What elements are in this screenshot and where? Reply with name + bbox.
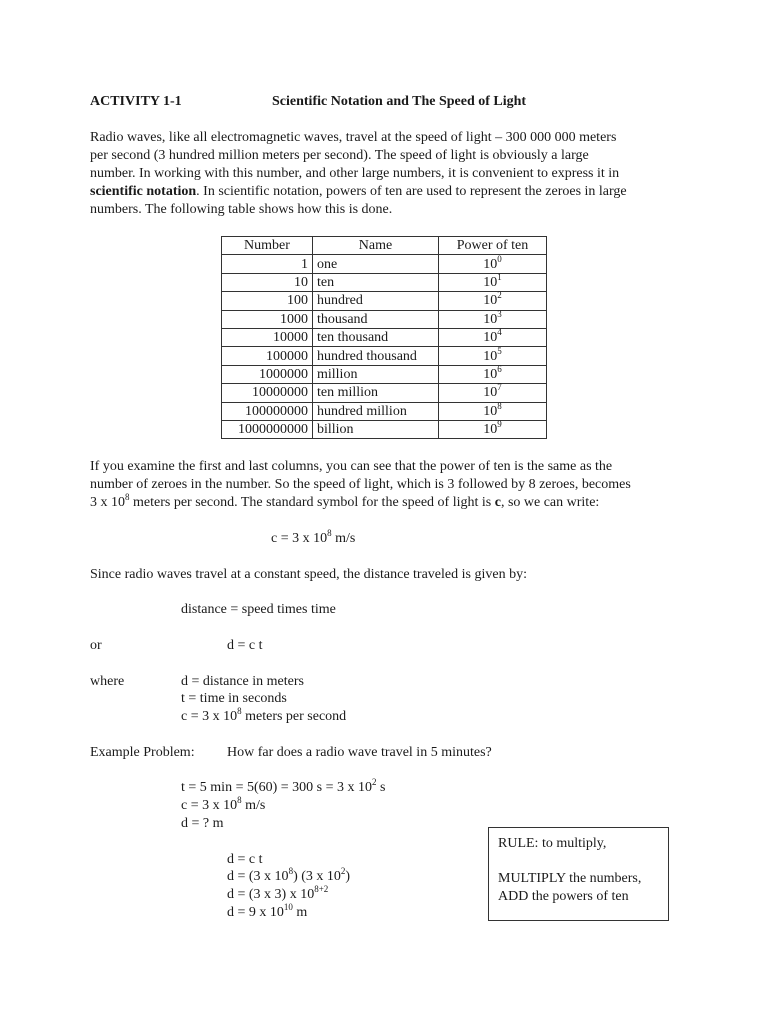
explanation-line: [90, 494, 631, 512]
text-fragment: meters per second. The standard symbol for the speed of light is: [129, 495, 495, 510]
given-t: [181, 779, 385, 797]
text-fragment: c = 3 x 10: [181, 709, 238, 724]
power-base: 10: [483, 256, 498, 272]
exponent: 8: [125, 492, 130, 502]
table-row: [222, 402, 547, 420]
power-base: 10: [483, 348, 498, 364]
text-fragment: , so we can write:: [500, 495, 600, 510]
cell-power: [439, 310, 547, 328]
explanation-line: number of zeroes in the number. So the speed of light, which is 3 followed by 8 zeroes, becomes: [90, 477, 631, 492]
power-base: 10: [483, 311, 498, 327]
exponent: 2: [372, 777, 377, 787]
explanation-paragraph: [90, 458, 631, 512]
text-fragment: 3 x 10: [90, 495, 125, 510]
where-d: d = distance in meters: [181, 674, 304, 689]
table-row: [222, 255, 547, 273]
exponent: 9: [497, 419, 502, 430]
distance-equation: distance = speed times time: [181, 602, 336, 617]
cell-name: thousand: [313, 310, 439, 328]
exponent: 10: [283, 902, 293, 912]
cell-power: [439, 273, 547, 291]
exponent: 2: [497, 290, 502, 301]
table-row: [222, 292, 547, 310]
exponent: 8: [327, 528, 332, 538]
power-base: 10: [483, 274, 498, 290]
solution-step-3: [227, 886, 328, 904]
power-base: 10: [483, 403, 498, 419]
cell-name: one: [313, 255, 439, 273]
intro-line: Radio waves, like all electromagnetic waves, travel at the speed of light – 300 000 000 meters: [90, 130, 617, 145]
rule-line: ADD the powers of ten: [498, 889, 629, 904]
cell-number: 1000: [222, 310, 313, 328]
text-fragment: m/s: [241, 798, 266, 813]
cell-name: hundred million: [313, 402, 439, 420]
table-row: [222, 365, 547, 383]
cell-power: [439, 365, 547, 383]
intro-line: numbers. The following table shows how this is done.: [90, 202, 393, 217]
cell-number: 10: [222, 273, 313, 291]
or-label: or: [90, 638, 102, 653]
power-base: 10: [483, 422, 498, 438]
column-header-power: Power of ten: [439, 237, 547, 255]
cell-name: ten: [313, 273, 439, 291]
table-row: [222, 328, 547, 346]
example-label: Example Problem:: [90, 745, 195, 760]
cell-number: 10000000: [222, 384, 313, 402]
power-base: 10: [483, 385, 498, 401]
exponent: 8: [237, 795, 242, 805]
rule-spacer: [498, 853, 659, 870]
intro-bold-term: scientific notation: [90, 184, 197, 199]
since-line: Since radio waves travel at a constant speed, the distance traveled is given by:: [90, 567, 527, 582]
speed-of-light-equation: [271, 530, 355, 548]
cell-name: ten million: [313, 384, 439, 402]
text-fragment: s: [376, 780, 386, 795]
cell-number: 100000: [222, 347, 313, 365]
cell-number: 100: [222, 292, 313, 310]
cell-name: million: [313, 365, 439, 383]
cell-number: 1000000: [222, 365, 313, 383]
cell-power: [439, 384, 547, 402]
intro-line: per second (3 hundred million meters per second). The speed of light is obviously a large: [90, 148, 589, 163]
exponent: 2: [340, 866, 346, 876]
exponent: 6: [497, 363, 502, 374]
text-fragment: m: [292, 905, 308, 920]
exponent: 0: [497, 253, 502, 264]
powers-of-ten-table: [221, 236, 547, 439]
cell-power: [439, 255, 547, 273]
cell-number: 100000000: [222, 402, 313, 420]
solution-step-1: d = c t: [227, 852, 263, 867]
text-fragment: ): [345, 869, 351, 884]
exponent: 8: [288, 866, 294, 876]
cell-power: [439, 292, 547, 310]
where-t: t = time in seconds: [181, 691, 287, 706]
cell-power: [439, 420, 547, 438]
given-c: [181, 797, 265, 815]
exponent: 4: [497, 327, 502, 338]
text-fragment: d = (3 x 3) x 10: [227, 887, 315, 902]
intro-line-rest: In scientific notation, powers of ten are used to represent the zeroes in large: [203, 184, 627, 199]
exponent: 1: [497, 271, 502, 282]
example-question: How far does a radio wave travel in 5 minutes?: [227, 745, 492, 760]
d-equals-ct: d = c t: [227, 638, 263, 653]
table-row: [222, 347, 547, 365]
cell-name: hundred thousand: [313, 347, 439, 365]
solution-step-4: [227, 904, 307, 922]
given-d: d = ? m: [181, 816, 224, 831]
rule-line: MULTIPLY the numbers,: [498, 871, 642, 886]
explanation-line: If you examine the first and last columns, you can see that the power of ten is the same as the: [90, 459, 613, 474]
exponent: 8: [497, 400, 502, 411]
where-label: where: [90, 674, 125, 689]
text-fragment: t = 5 min = 5(60) = 300 s = 3 x 10: [181, 780, 373, 795]
rule-box: [488, 827, 669, 921]
cell-power: [439, 402, 547, 420]
solution-step-2: [227, 868, 350, 886]
text-fragment: c = 3 x 10: [181, 798, 238, 813]
text-fragment: c = 3 x 10: [271, 531, 328, 546]
exponent: 8: [237, 706, 242, 716]
cell-power: [439, 347, 547, 365]
symbol-c: c: [494, 495, 501, 510]
table-row: [222, 273, 547, 291]
exponent: 5: [497, 345, 502, 356]
activity-label: ACTIVITY 1-1: [90, 94, 182, 109]
text-fragment: d = (3 x 10: [227, 869, 289, 884]
exponent: 8+2: [314, 884, 329, 894]
cell-name: hundred: [313, 292, 439, 310]
rule-line: RULE: to multiply,: [498, 836, 607, 851]
table-row: [222, 384, 547, 402]
cell-number: 1000000000: [222, 420, 313, 438]
intro-line: number. In working with this number, and other large numbers, it is convenient to express it in: [90, 166, 620, 181]
intro-line: scientific notation. In scientific notation, powers of ten are used to represent the zeroes in large: [90, 184, 627, 199]
exponent: 3: [497, 308, 502, 319]
text-fragment: d = 9 x 10: [227, 905, 284, 920]
table-row: [222, 420, 547, 438]
table-header-row: [222, 237, 547, 255]
column-header-number: Number: [222, 237, 313, 255]
table-row: [222, 310, 547, 328]
power-base: 10: [483, 366, 498, 382]
cell-number: 1: [222, 255, 313, 273]
cell-number: 10000: [222, 328, 313, 346]
text-fragment: ) (3 x 10: [293, 869, 341, 884]
where-c: [181, 708, 346, 726]
text-fragment: m/s: [331, 531, 356, 546]
column-header-name: Name: [313, 237, 439, 255]
cell-name: billion: [313, 420, 439, 438]
cell-power: [439, 328, 547, 346]
power-base: 10: [483, 293, 498, 309]
exponent: 7: [497, 382, 502, 393]
cell-name: ten thousand: [313, 328, 439, 346]
text-fragment: meters per second: [241, 709, 347, 724]
power-base: 10: [483, 330, 498, 346]
intro-paragraph: [90, 129, 627, 219]
page-title: Scientific Notation and The Speed of Light: [272, 94, 527, 109]
